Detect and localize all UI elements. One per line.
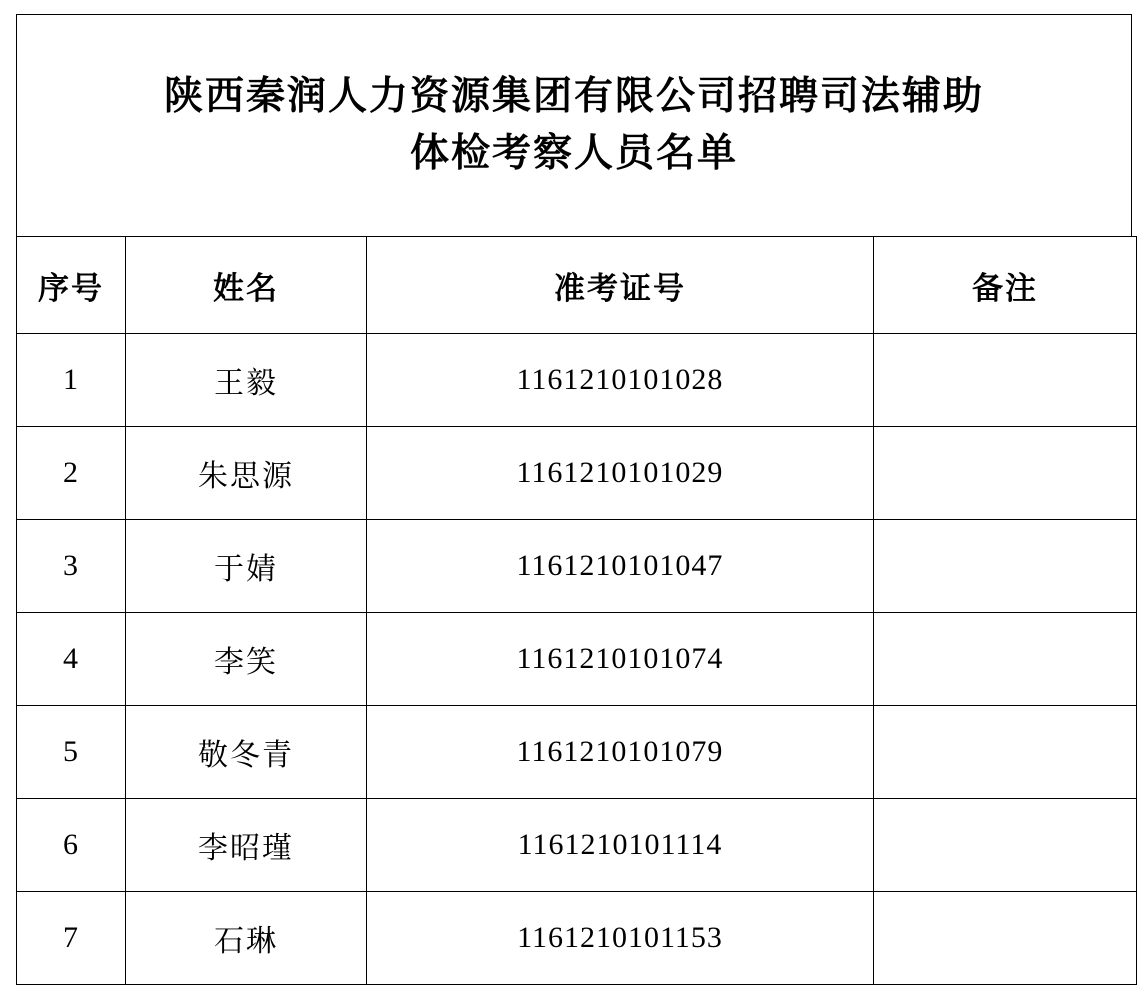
cell-remark: [874, 613, 1137, 706]
cell-index: 4: [17, 613, 126, 706]
cell-name: 敬冬青: [126, 706, 367, 799]
table-row: [17, 613, 1137, 706]
document-title-block: [16, 14, 1132, 236]
cell-exam-number: 1161210101028: [367, 334, 874, 427]
cell-exam-number: 1161210101047: [367, 520, 874, 613]
table-row: [17, 334, 1137, 427]
cell-name: 于婧: [126, 520, 367, 613]
table-row: [17, 892, 1137, 985]
cell-index: 6: [17, 799, 126, 892]
page-title: [164, 69, 984, 182]
cell-index: 1: [17, 334, 126, 427]
column-header-remark: 备注: [874, 237, 1137, 334]
cell-remark: [874, 706, 1137, 799]
cell-remark: [874, 427, 1137, 520]
cell-remark: [874, 892, 1137, 985]
cell-name: 朱思源: [126, 427, 367, 520]
table-body: [17, 334, 1137, 985]
cell-exam-number: 1161210101079: [367, 706, 874, 799]
column-header-exam-number: 准考证号: [367, 237, 874, 334]
table-row: [17, 520, 1137, 613]
column-header-index: 序号: [17, 237, 126, 334]
cell-index: 5: [17, 706, 126, 799]
cell-exam-number: 1161210101029: [367, 427, 874, 520]
cell-remark: [874, 334, 1137, 427]
cell-index: 2: [17, 427, 126, 520]
table-row: [17, 799, 1137, 892]
table-header-row: [17, 237, 1137, 334]
cell-name: 李昭瑾: [126, 799, 367, 892]
table-row: [17, 427, 1137, 520]
cell-name: 石琳: [126, 892, 367, 985]
table-row: [17, 706, 1137, 799]
cell-name: 李笑: [126, 613, 367, 706]
cell-exam-number: 1161210101074: [367, 613, 874, 706]
cell-index: 3: [17, 520, 126, 613]
cell-remark: [874, 799, 1137, 892]
column-header-name: 姓名: [126, 237, 367, 334]
roster-table: [16, 236, 1137, 985]
cell-remark: [874, 520, 1137, 613]
cell-name: 王毅: [126, 334, 367, 427]
cell-exam-number: 1161210101153: [367, 892, 874, 985]
cell-index: 7: [17, 892, 126, 985]
table-header: [17, 237, 1137, 334]
page-title-line-2: 体检考察人员名单: [409, 131, 738, 175]
page-title-line-1: 陕西秦润人力资源集团有限公司招聘司法辅助: [163, 74, 984, 118]
cell-exam-number: 1161210101114: [367, 799, 874, 892]
